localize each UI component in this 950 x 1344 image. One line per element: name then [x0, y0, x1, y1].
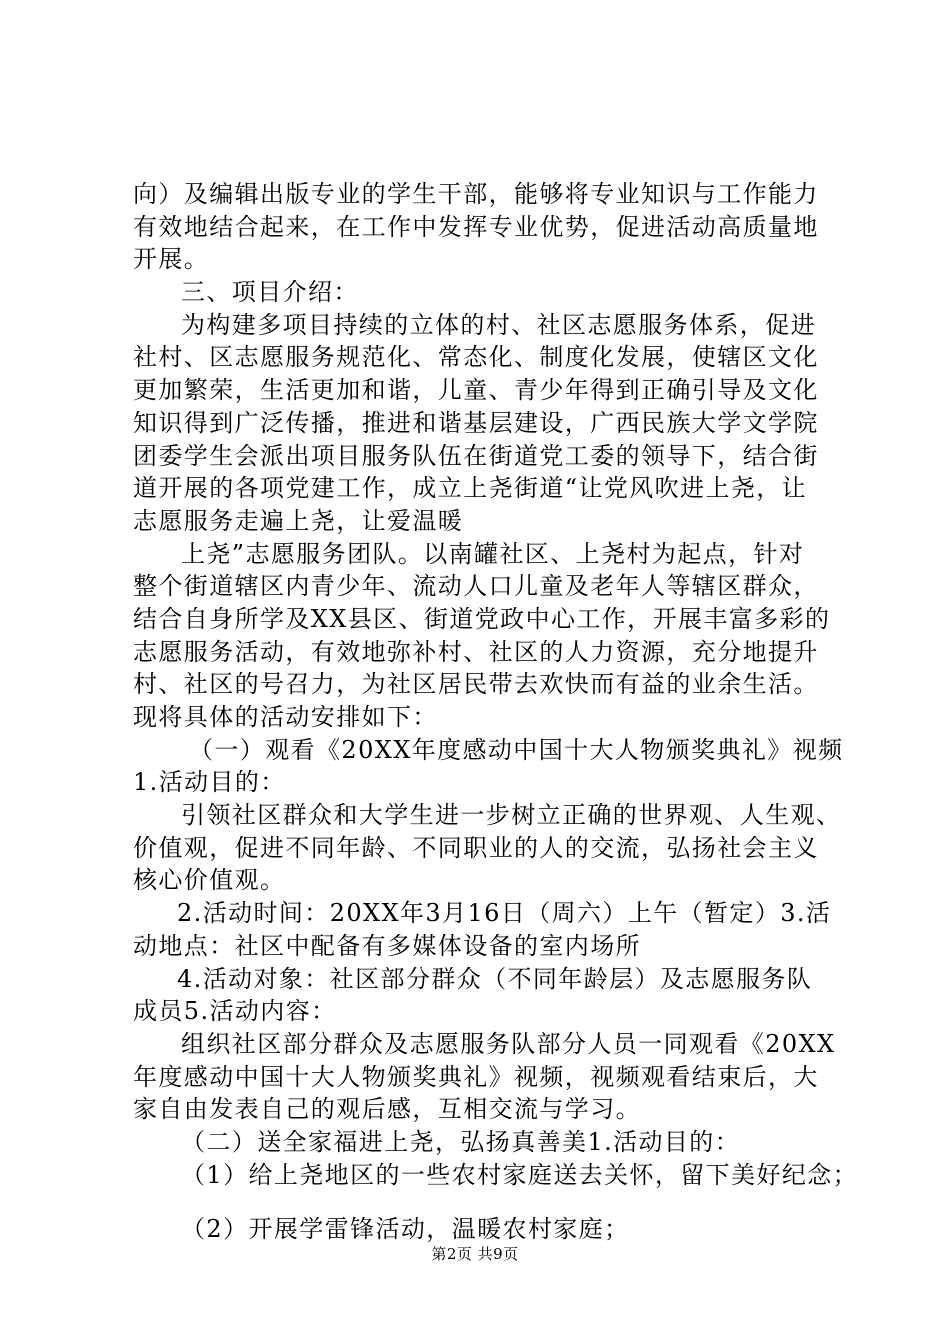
text-line: 团委学生会派出项目服务队伍在街道党工委的领导下，结合街	[133, 441, 819, 470]
text-line: 价值观，促进不同年龄、不同职业的人的交流，弘扬社会主义	[133, 833, 819, 862]
text-line: （1）给上尧地区的一些农村家庭送去关怀，留下美好纪念；	[181, 1160, 859, 1189]
text-line: 2.活动时间：20XX年3月16日（周六）上午（暂定）3.活	[177, 899, 832, 928]
text-line: 有效地结合起来，在工作中发挥专业优势，促进活动高质量地	[133, 212, 819, 241]
text-line: 组织社区部分群众及志愿服务队部分人员一同观看《20XX	[181, 1029, 836, 1058]
text-line: 年度感动中国十大人物颁奖典礼》视频，视频观看结束后，大	[133, 1062, 819, 1091]
text-line: 为构建多项目持续的立体的村、社区志愿服务体系，促进	[181, 310, 816, 339]
text-line: 1.活动目的：	[133, 768, 286, 797]
text-line: 志愿服务活动，有效地弥补村、社区的人力资源，充分地提升	[133, 637, 819, 666]
text-line: 社村、区志愿服务规范化、常态化、制度化发展，使辖区文化	[133, 343, 819, 372]
text-line: 道开展的各项党建工作，成立上尧街道“让党风吹进上尧，让	[133, 474, 808, 503]
text-line: 4.活动对象：社区部分群众（不同年龄层）及志愿服务队	[177, 964, 813, 993]
text-line: 结合自身所学及XX县区、街道党政中心工作，开展丰富多彩的	[133, 604, 831, 633]
text-line: 动地点：社区中配备有多媒体设备的室内场所	[133, 931, 641, 960]
text-line: 志愿服务走遍上尧，让爱温暖	[133, 506, 464, 535]
text-line: 家自由发表自己的观后感，互相交流与学习。	[133, 1095, 641, 1124]
document-body	[133, 178, 859, 1246]
page-number-label: 第2页 共9页	[431, 1245, 519, 1263]
subsection-heading: （二）送全家福进上尧，弘扬真善美1.活动目的：	[181, 1127, 741, 1156]
text-line: 整个街道辖区内青少年、流动人口儿童及老年人等辖区群众，	[133, 572, 819, 601]
text-line: 开展。	[133, 245, 210, 274]
section-heading: 三、项目介绍：	[181, 278, 359, 307]
text-line: 更加繁荣，生活更加和谐，儿童、青少年得到正确引导及文化	[133, 376, 819, 405]
text-line: 核心价值观。	[133, 866, 286, 895]
page-footer	[0, 1243, 950, 1264]
text-line: 上尧”志愿服务团队。以南罐社区、上尧村为起点，针对	[181, 539, 805, 568]
text-line: 向）及编辑出版专业的学生干部，能够将专业知识与工作能力	[133, 180, 819, 208]
text-line: 知识得到广泛传播，推进和谐基层建设，广西民族大学文学院	[133, 408, 819, 437]
text-line: （2）开展学雷锋活动，温暖农村家庭；	[181, 1215, 630, 1244]
subsection-heading: （一）观看《20XX年度感动中国十大人物颁奖典礼》视频	[189, 735, 844, 764]
text-line: 引领社区群众和大学生进一步树立正确的世界观、人生观、	[181, 801, 842, 830]
text-line: 成员5.活动内容：	[133, 997, 337, 1026]
text-line: 现将具体的活动安排如下：	[133, 703, 438, 731]
text-line: 村、社区的号召力，为社区居民带去欢快而有益的业余生活。	[133, 670, 819, 699]
paragraph-gap	[133, 1191, 853, 1213]
